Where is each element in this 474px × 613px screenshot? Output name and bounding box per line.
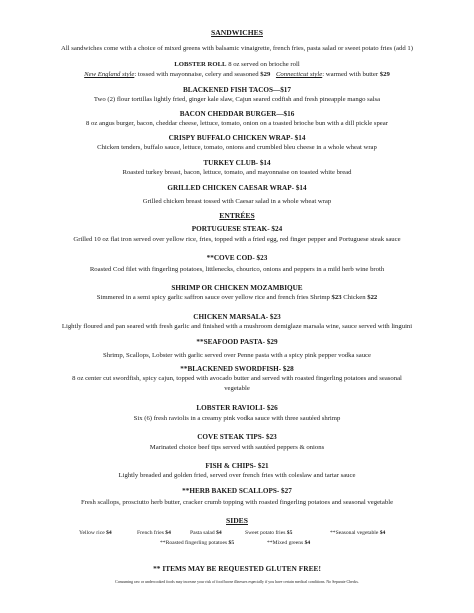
swordfish-name: **BLACKENED SWORDFISH- $28 bbox=[180, 365, 294, 373]
buffalo-wrap-desc: Chicken tenders, buffalo sauce, lettuce, tomato, onions and crumbled bleu cheese in a whole wheat wrap bbox=[97, 144, 377, 151]
side-sweet-potato-fries bbox=[245, 530, 292, 536]
mozambique-desc: Simmered in a semi spicy garlic saffron sauce over yellow rice and french fries Shrimp bbox=[96, 294, 332, 301]
side-french-fries bbox=[137, 530, 171, 536]
side-seasonal-vegetable bbox=[330, 530, 385, 536]
fish-tacos-desc: Two (2) flour tortillas lightly fried, ginger kale slaw, Cajun seared codfish and fresh pineapple mango salsa bbox=[93, 96, 381, 103]
fish-chips-name: FISH & CHIPS- $21 bbox=[205, 462, 269, 470]
lobster-roll-styles bbox=[0, 71, 474, 78]
lobster-ravioli-name: LOBSTER RAVIOLI- $26 bbox=[196, 404, 278, 412]
fish-tacos-name: BLACKENED FISH TACOS—$17 bbox=[183, 86, 291, 94]
steak-tips-desc: Marinated choice beef tips served with sautéed peppers & onions bbox=[149, 444, 325, 451]
turkey-club-desc: Roasted turkey breast, bacon, lettuce, tomato, and mayonnaise on toasted white bread bbox=[122, 169, 352, 176]
mozambique-shrimp-price: $23 bbox=[331, 294, 342, 301]
mozambique-chicken-price: $22 bbox=[367, 294, 378, 301]
side-label: **Mixed greens bbox=[267, 540, 305, 546]
swordfish-desc-2: vegetable bbox=[224, 385, 250, 392]
scallops-desc: Fresh scallops, prosciutto herb butter, cracker crumb topping with roasted fingerling potatoes and seasonal vegetable bbox=[80, 499, 394, 506]
side-label: **Roasted fingerling potatoes bbox=[160, 540, 229, 546]
connecticut-style-label: Connecticut style bbox=[275, 71, 323, 78]
burger-desc: 8 oz angus burger, bacon, cheddar cheese, lettuce, tomato, onion on a toasted brioche bun with a dill pickle spear bbox=[86, 120, 388, 127]
chicken-marsala-name: CHICKEN MARSALA- $23 bbox=[193, 313, 281, 321]
new-england-style-text: : tossed with mayonnaise, celery and seasoned bbox=[134, 71, 261, 78]
lobster-roll-desc: 8 oz served on brioche roll bbox=[226, 61, 300, 68]
side-label: French fries bbox=[137, 530, 166, 536]
side-price: $5 bbox=[286, 530, 293, 536]
portuguese-steak-name: PORTUGUESE STEAK- $24 bbox=[191, 225, 283, 233]
side-mixed-greens bbox=[267, 540, 310, 546]
lobster-roll-name: LOBSTER ROLL bbox=[174, 61, 227, 68]
side-label: Pasta salad bbox=[190, 530, 217, 536]
new-england-style-price: $29 bbox=[260, 71, 271, 78]
sandwiches-intro: All sandwiches come with a choice of mixed greens with balsamic vinaigrette, french fries, pasta salad or sweet potato fries (add 1) bbox=[61, 45, 413, 52]
steak-tips-name: COVE STEAK TIPS- $23 bbox=[197, 433, 277, 441]
cove-cod-name: **COVE COD- $23 bbox=[206, 254, 268, 262]
side-price: $4 bbox=[165, 530, 171, 536]
side-label: Yellow rice bbox=[79, 530, 107, 536]
side-label: Sweet potato fries bbox=[245, 530, 287, 536]
portuguese-steak-desc: Grilled 10 oz flat iron served over yellow rice, fries, topped with a fried egg, red finger pepper and Portuguese steak sauce bbox=[73, 236, 401, 243]
side-price: $4 bbox=[304, 540, 311, 546]
new-england-style-label: New England style bbox=[84, 71, 135, 78]
entrees-heading: ENTRÉES bbox=[219, 211, 255, 220]
burger-name: BACON CHEDDAR BURGER—$16 bbox=[179, 110, 295, 118]
mozambique-chicken-label: Chicken bbox=[341, 294, 368, 301]
lobster-ravioli-desc: Six (6) fresh raviolis in a creamy pink vodka sauce with three sautéed shrimp bbox=[133, 415, 341, 422]
side-price: $5 bbox=[228, 540, 235, 546]
side-price: $4 bbox=[216, 530, 222, 536]
turkey-club-name: TURKEY CLUB- $14 bbox=[203, 159, 271, 167]
side-price: $4 bbox=[106, 530, 112, 536]
connecticut-style-text: : warmed with butter bbox=[322, 71, 380, 78]
seafood-pasta-name: **SEAFOOD PASTA- $29 bbox=[196, 338, 278, 346]
swordfish-desc: 8 oz center cut swordfish, spicy cajun, topped with avocado butter and served with roasted fingerling potatoes and seasonal bbox=[72, 375, 402, 382]
side-yellow-rice bbox=[79, 530, 112, 536]
side-price: $4 bbox=[379, 530, 386, 536]
scallops-name: **HERB BAKED SCALLOPS- $27 bbox=[182, 487, 292, 495]
caesar-wrap-desc: Grilled chicken breast tossed with Caesar salad in a whole wheat wrap bbox=[142, 198, 332, 205]
side-roasted-fingerling bbox=[160, 540, 234, 546]
consumer-advisory: Consuming raw or undercooked foods may increase your risk of food borne illnesses especially if you have certain medical conditions. No Separate Checks. bbox=[115, 580, 359, 584]
sides-heading: SIDES bbox=[226, 516, 248, 525]
cove-cod-desc: Roasted Cod filet with fingerling potatoes, littlenecks, chourico, onions and peppers in a mild herb wine broth bbox=[89, 266, 385, 273]
buffalo-wrap-name: CRISPY BUFFALO CHICKEN WRAP- $14 bbox=[168, 134, 306, 142]
caesar-wrap-name: GRILLED CHICKEN CAESAR WRAP- $14 bbox=[167, 184, 307, 192]
chicken-marsala-desc: Lightly floured and pan seared with fresh garlic and finished with a mushroom demiglaze marsala wine, sauce served with linguini bbox=[61, 323, 413, 330]
side-pasta-salad bbox=[190, 530, 222, 536]
mozambique-desc-line bbox=[0, 294, 474, 301]
seafood-pasta-desc: Shrimp, Scallops, Lobster with garlic served over Penne pasta with a spicy pink pepper vodka sauce bbox=[103, 352, 371, 359]
fish-chips-desc: Lightly breaded and golden fried, served over french fries with coleslaw and tartar sauce bbox=[118, 472, 356, 479]
mozambique-name: SHRIMP OR CHICKEN MOZAMBIQUE bbox=[171, 284, 303, 292]
connecticut-style-price: $29 bbox=[379, 71, 390, 78]
side-label: **Seasonal vegetable bbox=[330, 530, 380, 536]
sandwiches-heading: SANDWICHES bbox=[211, 28, 263, 37]
lobster-roll-line bbox=[0, 61, 474, 68]
gluten-free-notice: ** ITEMS MAY BE REQUESTED GLUTEN FREE! bbox=[153, 564, 321, 573]
